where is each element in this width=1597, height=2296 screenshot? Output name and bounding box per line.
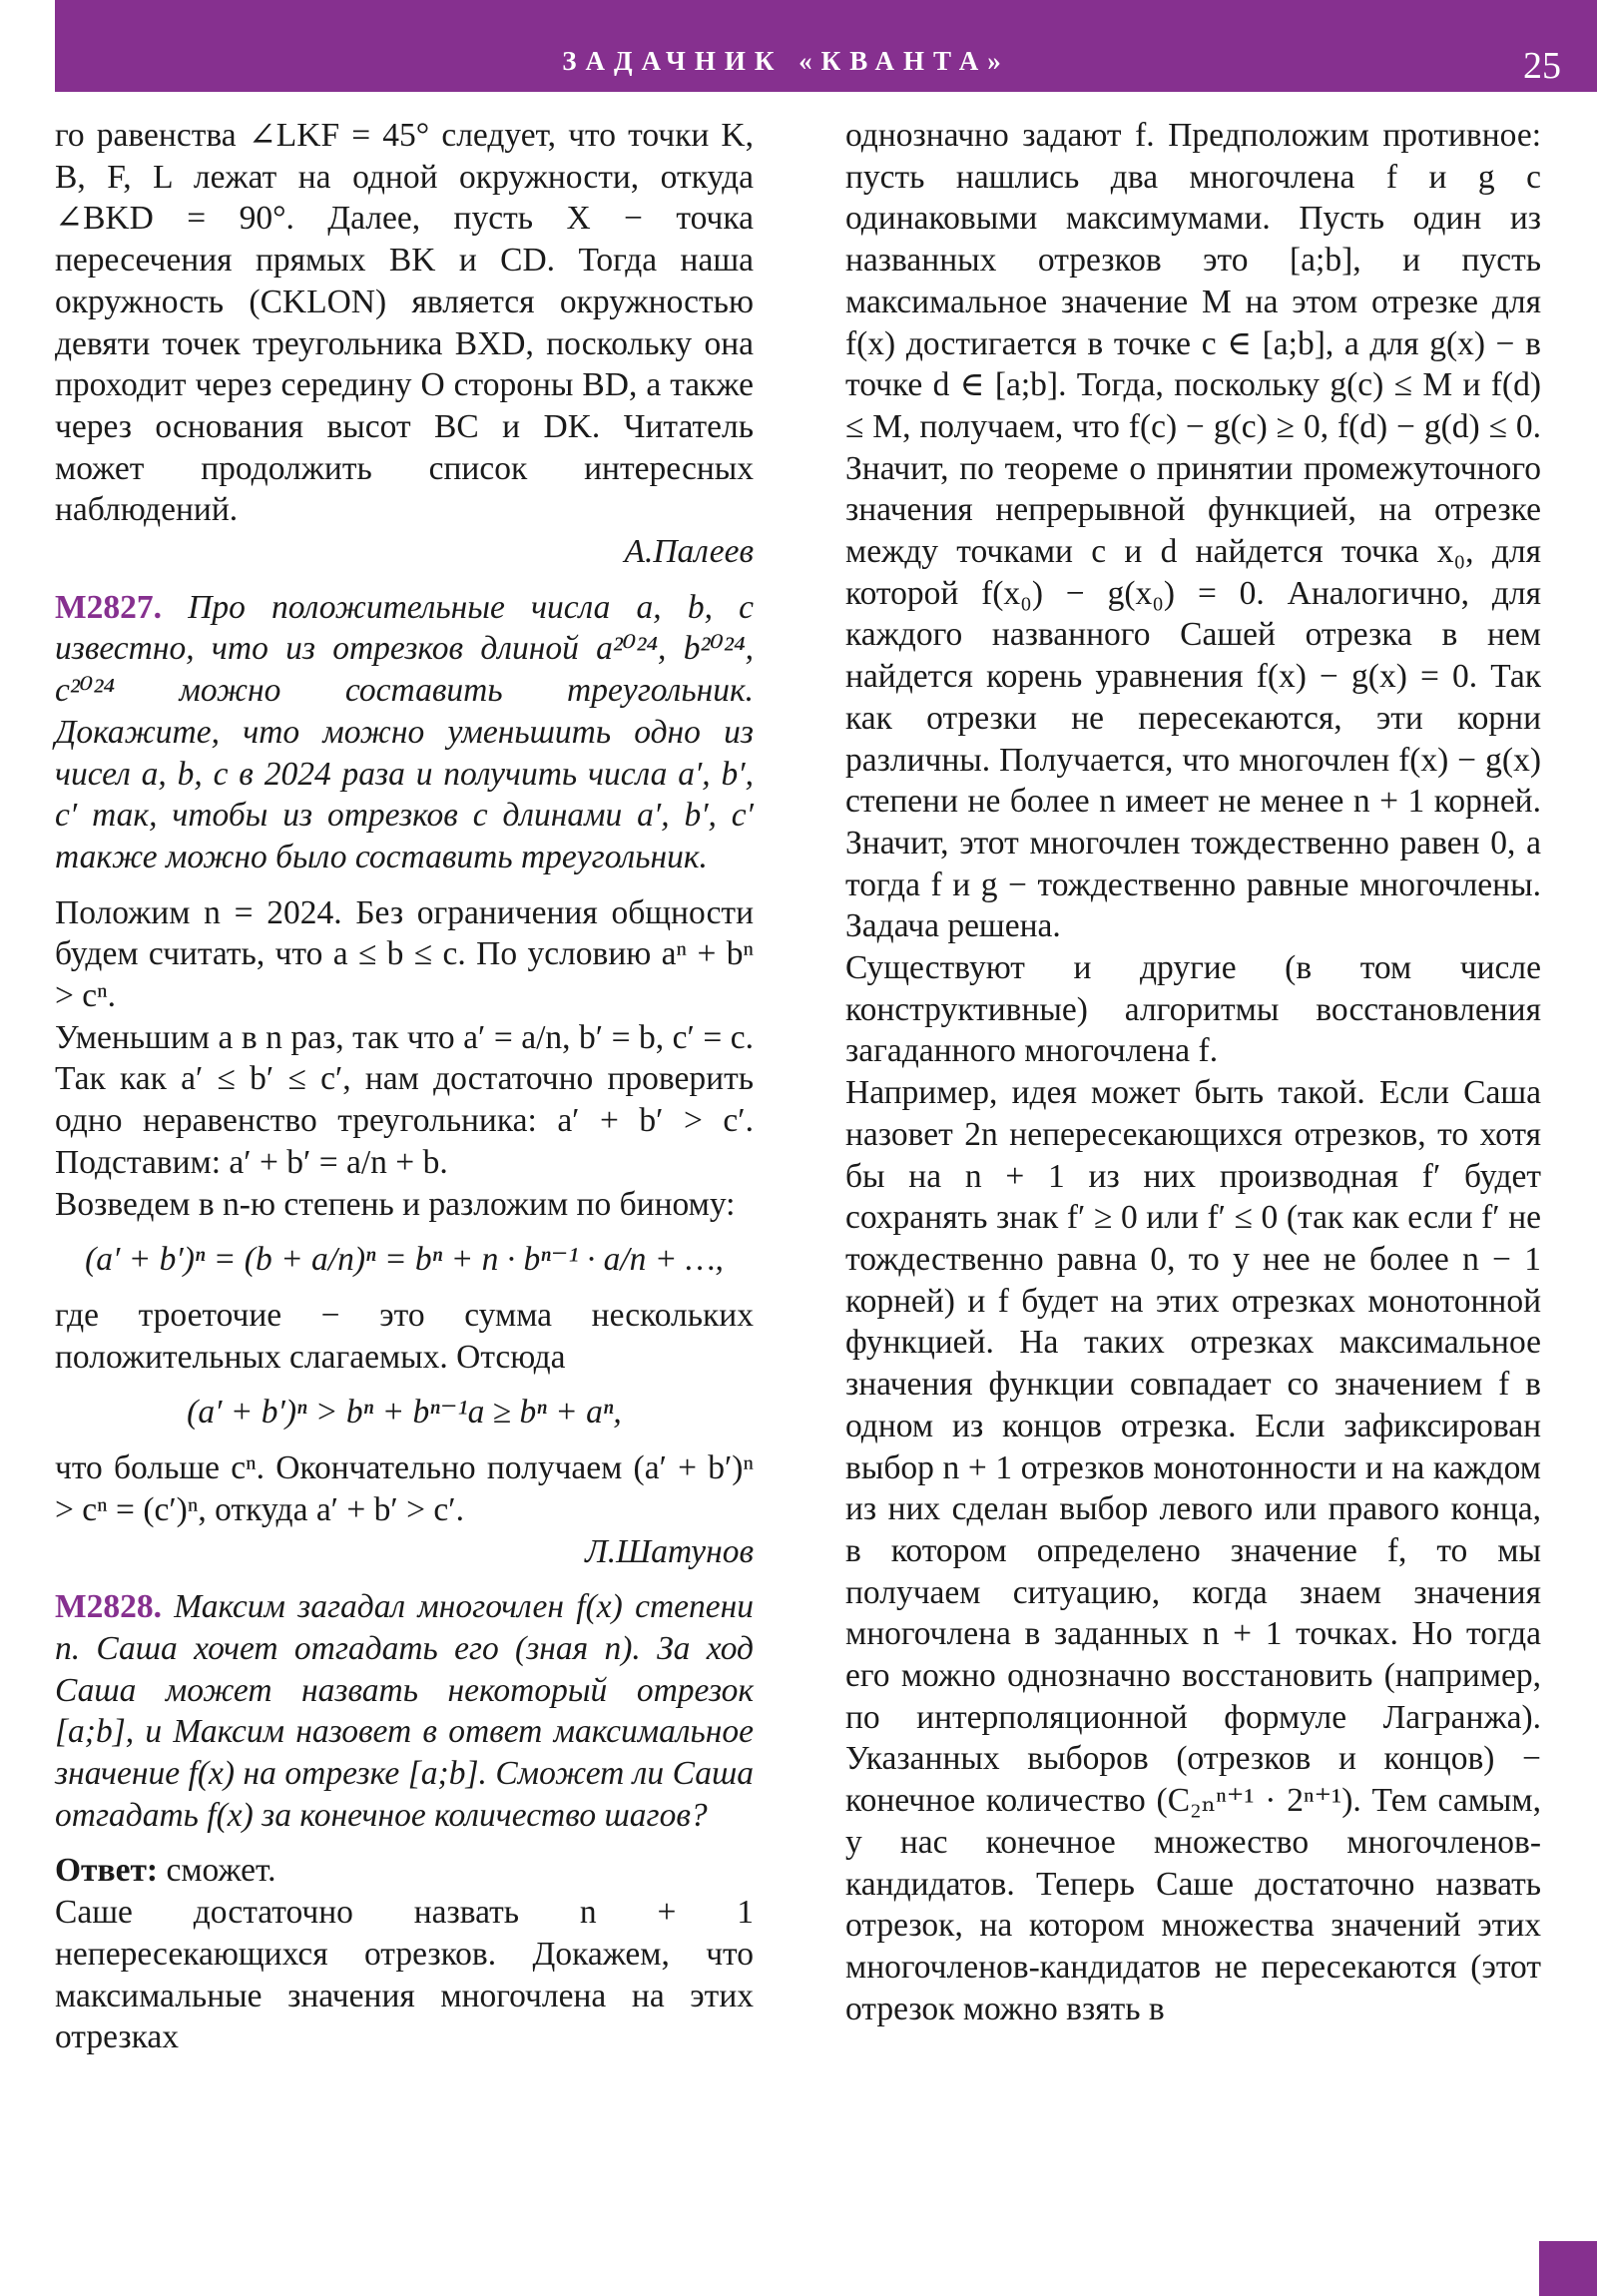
answer-label: Ответ: bbox=[55, 1852, 159, 1890]
page-header bbox=[55, 0, 1597, 92]
journal-section-title: ЗАДАЧНИК «КВАНТА» bbox=[562, 46, 1010, 76]
intro-paragraph: го равенства ∠LKF = 45° следует, что точки K, B, F, L лежат на одной окружности, откуда ∠BKD = 90°. Далее, пусть X − точка пересечения прямых BK и CD. Тогда наша окружность (CKLON) является окружностью девяти точек треугольника BXD, поскольку она проходит через середину O стороны BD, а также через основания высот BC и DK. Читатель может продолжить список интересных наблюдений. bbox=[55, 117, 754, 529]
solution-paragraph: Уменьшим a в n раз, так что a′ = a/n, b′ = b, c′ = c. Так как a′ ≤ b′ ≤ c′, нам достаточно проверить одно неравенство треугольника: a′ + b′ > c′. Подставим: a′ + b′ = a/n + b. bbox=[55, 1018, 754, 1181]
left-column bbox=[55, 115, 754, 2058]
solution-paragraph: что больше cⁿ. Окончательно получаем (a′ + b′)ⁿ > cⁿ = (c′)ⁿ, откуда a′ + b′ > c′. bbox=[55, 1449, 754, 1528]
answer-text: сможет. bbox=[166, 1852, 276, 1890]
formula: (a′ + b′)ⁿ > bⁿ + bⁿ⁻¹a ≥ bⁿ + aⁿ, bbox=[187, 1394, 622, 1432]
problem-id: М2827. bbox=[55, 588, 162, 626]
formula: (a′ + b′)ⁿ = (b + a/n)ⁿ = bⁿ + n · bⁿ⁻¹ · a/n + …, bbox=[85, 1241, 724, 1279]
author-signature: А.Палеев bbox=[624, 533, 754, 571]
page-number: 25 bbox=[1523, 45, 1561, 87]
problem-m2827 bbox=[55, 587, 754, 878]
solution-paragraph: Возведем в n-ю степень и разложим по биному: bbox=[55, 1185, 736, 1223]
solution-paragraph: Положим n = 2024. Без ограничения общности будем считать, что a ≤ b ≤ c. По условию aⁿ + bⁿ > cⁿ. bbox=[55, 893, 754, 1015]
answer-line bbox=[55, 1850, 754, 1892]
solution-paragraph: где троеточие − это сумма нескольких положительных слагаемых. Отсюда bbox=[55, 1296, 754, 1376]
solution-paragraph: Саше достаточно назвать n + 1 непересекающихся отрезков. Докажем, что максимальные значения многочлена на этих отрезках bbox=[55, 1894, 754, 2056]
problem-id: М2828. bbox=[55, 1588, 162, 1626]
solution-paragraph: Существуют и другие (в том числе конструктивные) алгоритмы восстановления загаданного многочлена f. bbox=[845, 949, 1541, 1070]
right-column bbox=[845, 115, 1541, 2029]
problem-statement: Про положительные числа a, b, c известно, что из отрезков длиной a²⁰²⁴, b²⁰²⁴, c²⁰²⁴ можно составить треугольник. Докажите, что можно уменьшить одно из чисел a, b, c в 2024 раза и получить числа a′, b′, c′ так, чтобы из отрезков с длинами a′, b′, c′ также можно было составить треугольник. bbox=[55, 588, 755, 875]
problem-statement: Максим загадал многочлен f(x) степени n. Саша хочет отгадать его (зная n). За ход Саша может назвать некоторый отрезок [a;b], и Максим назовет в ответ максимальное значение f(x) на отрезке [a;b]. Сможет ли Саша отгадать f(x) за конечное количество шагов? bbox=[55, 1588, 754, 1834]
solution-paragraph: Например, идея может быть такой. Если Саша назовет 2n непересекающихся отрезков, то хотя бы на n + 1 из них производная f′ будет сохранять знак f′ ≥ 0 или f′ ≤ 0 (так как если f′ не тождественно равна 0, то у нее не более n − 1 корней) и f будет на этих отрезках монотонной функцией. На таких отрезках максимальное значения функции совпадает со значением f в одном из концов отрезка. Если зафиксирован выбор n + 1 отрезков монотонности и на каждом из них сделан выбор левого или правого конца, в котором определено значение f, то мы получаем ситуацию, когда знаем значения многочлена в заданных n + 1 точках. Но тогда его можно однозначно восстановить (например, по интерполяционной формуле Лагранжа). Указанных выборов (отрезков и концов) − конечное количество (C₂ₙⁿ⁺¹ · 2ⁿ⁺¹). Тем самым, у нас конечное множество многочленов-кандидатов. Теперь Саше достаточно назвать отрезок, на котором множества значений этих многочленов-кандидатов не пересекаются (этот отрезок можно взять в bbox=[845, 1074, 1541, 2027]
problem-m2828 bbox=[55, 1586, 754, 1836]
page-corner-tab bbox=[1539, 2241, 1597, 2296]
solution-paragraph: однозначно задают f. Предположим противное: пусть нашлись два многочлена f и g с одинаковыми максимумами. Пусть один из названных отрезков это [a;b], и пусть максимальное значение M на этом отрезке для f(x) достигается в точке c ∈ [a;b], а для g(x) − в точке d ∈ [a;b]. Тогда, поскольку g(c) ≤ M и f(d) ≤ M, получаем, что f(c) − g(c) ≥ 0, f(d) − g(d) ≤ 0. Значит, по теореме о принятии промежуточного значения непрерывной функцией, на отрезке между точками c и d найдется точка x₀, для которой f(x₀) − g(x₀) = 0. Аналогично, для каждого названного Сашей отрезка в нем найдется корень уравнения f(x) − g(x) = 0. Так как отрезки не пересекаются, эти корни различны. Получается, что многочлен f(x) − g(x) степени не более n имеет не менее n + 1 корней. Значит, этот многочлен тождественно равен 0, а тогда f и g − тождественно равные многочлены. Задача решена. bbox=[845, 117, 1541, 945]
author-signature: Л.Шатунов bbox=[585, 1532, 754, 1570]
